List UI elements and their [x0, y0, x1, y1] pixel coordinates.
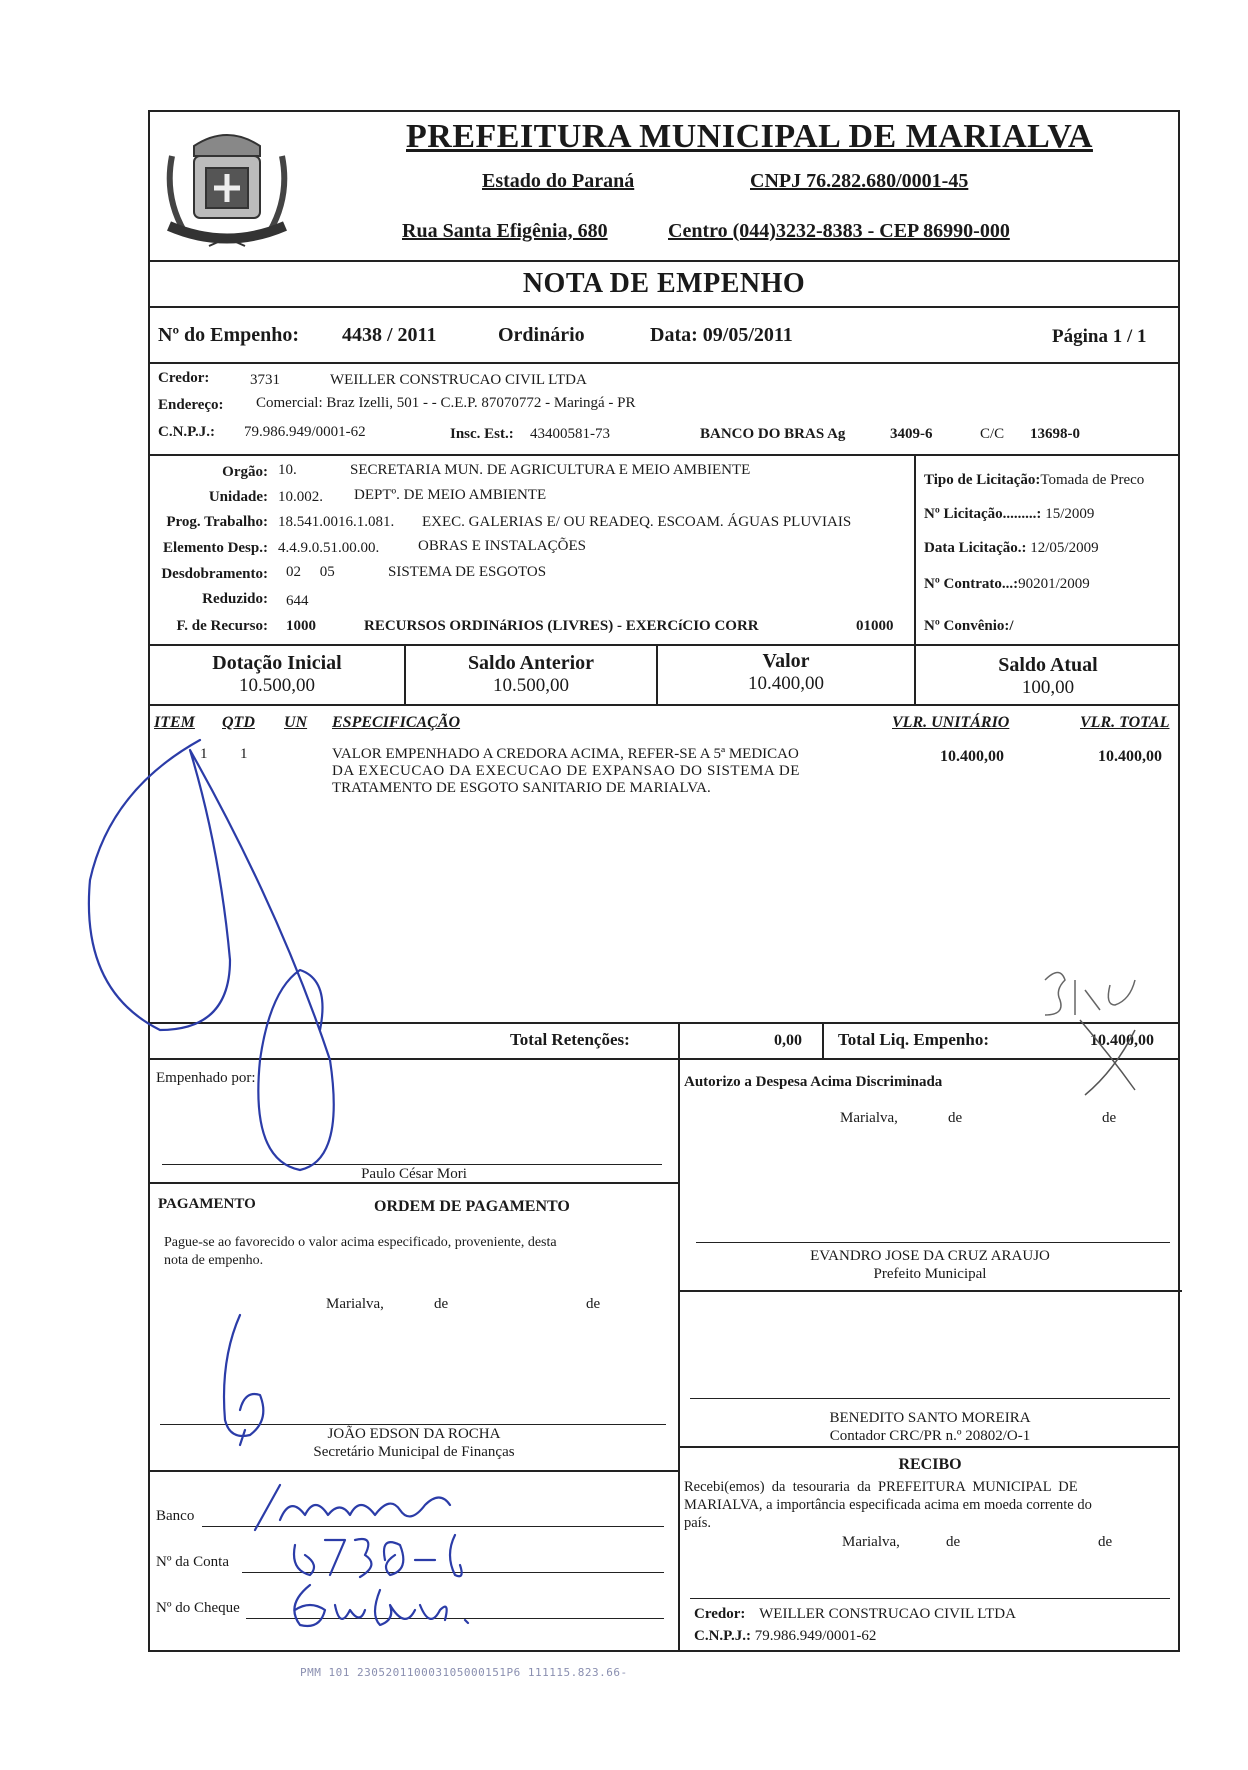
recibo-de-1: de [946, 1534, 961, 1550]
pagamento-text-line-2: nota de empenho. [164, 1253, 264, 1268]
numero-licitacao [924, 506, 1094, 523]
contrato-value: 90201/2009 [1018, 576, 1090, 592]
dotacao-cell [150, 652, 404, 697]
cc-number: 13698-0 [1030, 426, 1080, 442]
empenho-info-row [150, 308, 1178, 364]
autorizo-de-2: de [1102, 1110, 1117, 1126]
numero-contrato [924, 576, 1090, 593]
recibo-text-line-2: MARIALVA, a importância especificada acima em moeda corrente do [684, 1497, 1092, 1513]
saldo-anterior-label: Saldo Anterior [467, 652, 595, 674]
header [150, 112, 1178, 262]
dotacao-value: 10.500,00 [239, 675, 315, 696]
empenhado-section [150, 1060, 678, 1184]
data-licitacao [924, 540, 1099, 557]
recibo-text-line-3: país. [684, 1515, 711, 1531]
fonte-number: 01000 [856, 618, 894, 634]
state-name: Estado do Paraná [482, 170, 635, 192]
liquido-value: 10.400,00 [1090, 1032, 1154, 1049]
saldo-anterior-value: 10.500,00 [493, 675, 569, 696]
recibo-de-2: de [1098, 1534, 1113, 1550]
credor-insc: 43400581-73 [530, 426, 610, 442]
recibo-text-line-1: Recebi(emos) da tesouraria da PREFEITURA MUNICIPAL DE [684, 1479, 1078, 1495]
fonte-code: 1000 [286, 618, 316, 634]
item-unit-value: 10.400,00 [940, 748, 1004, 765]
pagamento-de-2: de [586, 1296, 601, 1312]
credor-address: Comercial: Braz Izelli, 501 - - C.E.P. 87070772 - Maringá - PR [256, 395, 636, 411]
banco-label: Banco [156, 1508, 195, 1524]
recibo-place: Marialva, [842, 1534, 900, 1550]
cnpj-label: C.N.P.J.: [158, 424, 215, 440]
credor-code: 3731 [250, 372, 280, 388]
values-row [150, 646, 1178, 706]
pagamento-de-1: de [434, 1296, 449, 1312]
col-un-header: UN [284, 714, 308, 731]
pagamento-place: Marialva, [326, 1296, 384, 1312]
desdobramento-desc: SISTEMA DE ESGOTOS [388, 564, 547, 580]
elemento-desc: OBRAS E INSTALAÇÕES [418, 538, 586, 554]
contact-info: Centro (044)3232-8383 - CEP 86990-000 [668, 220, 1010, 242]
credor-name: WEILLER CONSTRUCAO CIVIL LTDA [330, 372, 587, 388]
item-spec-line-1: VALOR EMPENHADO A CREDORA ACIMA, REFER-SE A 5ª MEDICAO [332, 746, 799, 762]
recibo-cnpj-value: 79.986.949/0001-62 [754, 1628, 877, 1644]
contador-section [680, 1402, 1180, 1452]
item-qtd: 1 [240, 746, 248, 762]
pagamento-text-line-1: Pague-se ao favorecido o valor acima especificado, proveniente, desta [164, 1235, 557, 1250]
desdobramento-code: 02 05 [286, 564, 335, 580]
prefeito-role: Prefeito Municipal [873, 1266, 987, 1282]
ordem-pagamento-title: ORDEM DE PAGAMENTO [374, 1198, 570, 1215]
footer-code: PMM 101 230520110003105000151P6 111115.823.66- [300, 1666, 628, 1679]
contador-role: Contador CRC/PR n.º 20802/O-1 [829, 1428, 1031, 1444]
prog-trabalho-desc: EXEC. GALERIAS E/ OU READEQ. ESCOAM. ÁGUAS PLUVIAIS [422, 514, 852, 530]
empenho-type: Ordinário [498, 324, 585, 346]
liquido-label: Total Liq. Empenho: [838, 1030, 989, 1049]
autorizo-de-1: de [948, 1110, 963, 1126]
numero-licitacao-label: Nº Licitação.........: [924, 506, 1042, 522]
empenho-date: Data: 09/05/2011 [650, 324, 793, 346]
document-title: NOTA DE EMPENHO [522, 268, 806, 299]
data-licitacao-value: 12/05/2009 [1026, 540, 1099, 556]
reduzido-label: Reduzido: [202, 591, 268, 607]
empenho-form [148, 110, 1180, 1652]
desdobramento-label: Desdobramento: [161, 566, 268, 582]
pagamento-text [164, 1234, 557, 1270]
unidade-code: 10.002. [278, 489, 323, 505]
secretario-role: Secretário Municipal de Finanças [313, 1444, 515, 1460]
tipo-licitacao-value: Tomada de Preco [1040, 472, 1145, 488]
recibo-cnpj [694, 1628, 876, 1645]
col-unit-header: VLR. UNITÁRIO [892, 714, 1010, 731]
retencoes-label: Total Retenções: [510, 1030, 630, 1049]
retencoes-value: 0,00 [774, 1032, 802, 1049]
bank-fields-section [150, 1472, 678, 1652]
secretario-name: JOÃO EDSON DA ROCHA [327, 1426, 501, 1442]
item-spec-line-2: DA EXECUCAO DA EXECUCAO DE EXPANSAO DO SISTEMA DE [332, 763, 801, 779]
prog-trabalho-label: Prog. Trabalho: [166, 514, 268, 530]
numero-convenio: Nº Convênio:/ [924, 618, 1014, 634]
empenho-number-label: Nº do Empenho: [158, 324, 300, 346]
recibo-credor-name: WEILLER CONSTRUCAO CIVIL LTDA [759, 1606, 1016, 1622]
bank-name: BANCO DO BRAS Ag [700, 426, 846, 442]
contrato-label: Nº Contrato...: [924, 576, 1019, 592]
coat-of-arms-icon [154, 116, 300, 256]
unidade-label: Unidade: [208, 489, 268, 505]
item-total-value: 10.400,00 [1098, 748, 1162, 765]
street-address: Rua Santa Efigênia, 680 [402, 220, 608, 242]
valor-label: Valor [762, 650, 810, 672]
autorizo-place: Marialva, [840, 1110, 898, 1126]
orgao-code: 10. [278, 462, 297, 478]
recibo-credor-label: Credor: [694, 1606, 746, 1622]
data-licitacao-label: Data Licitação.: [924, 540, 1027, 556]
contador-name: BENEDITO SANTO MOREIRA [829, 1410, 1031, 1426]
recibo-section [680, 1446, 1180, 1652]
fonte-desc: RECURSOS ORDINáRIOS (LIVRES) - EXERCíCIO CORR [364, 618, 759, 634]
recibo-title: RECIBO [898, 1456, 962, 1473]
insc-label: Insc. Est.: [450, 426, 514, 442]
bank-agency: 3409-6 [890, 426, 933, 442]
conta-label: Nº da Conta [156, 1554, 229, 1570]
pagamento-label: PAGAMENTO [158, 1196, 256, 1212]
col-total-header: VLR. TOTAL [1080, 714, 1170, 731]
cheque-label: Nº do Cheque [156, 1600, 240, 1616]
cnpj-header: CNPJ 76.282.680/0001-45 [750, 170, 969, 192]
numero-licitacao-value: 15/2009 [1041, 506, 1095, 522]
valor-value: 10.400,00 [748, 673, 824, 694]
reduzido-code: 644 [286, 593, 309, 609]
elemento-code: 4.4.9.0.51.00.00. [278, 540, 380, 556]
saldo-atual-cell [916, 654, 1180, 699]
item-spec [332, 746, 800, 797]
credor-section [150, 364, 1178, 456]
empenhado-label: Empenhado por: [156, 1070, 256, 1086]
prog-trabalho-code: 18.541.0016.1.081. [278, 514, 395, 530]
tipo-licitacao [924, 472, 1144, 489]
credor-cnpj: 79.986.949/0001-62 [244, 424, 366, 440]
saldo-atual-value: 100,00 [1021, 677, 1075, 698]
unidade-desc: DEPTº. DE MEIO AMBIENTE [354, 487, 547, 503]
empenho-number: 4438 / 2011 [342, 324, 437, 346]
address-label: Endereço: [158, 397, 224, 413]
autorizo-section [680, 1060, 1180, 1390]
autorizo-label: Autorizo a Despesa Acima Discriminada [684, 1074, 943, 1090]
prefeitura-title: PREFEITURA MUNICIPAL DE MARIALVA [406, 118, 1093, 155]
empenhado-signer: Paulo César Mori [361, 1166, 467, 1182]
doc-title-row [150, 262, 1178, 308]
recibo-credor [694, 1606, 1016, 1623]
credor-label: Credor: [158, 370, 210, 386]
col-qtd-header: QTD [222, 714, 255, 731]
col-item-header: ITEM [154, 714, 195, 731]
orgao-label: Orgão: [222, 464, 268, 480]
tipo-licitacao-label: Tipo de Licitação: [924, 472, 1041, 488]
classification-section [150, 456, 1178, 646]
recibo-text [684, 1478, 1092, 1532]
col-spec-header: ESPECIFICAÇÃO [332, 714, 461, 731]
pagamento-section [150, 1184, 678, 1472]
saldo-atual-label: Saldo Atual [998, 654, 1098, 676]
orgao-desc: SECRETARIA MUN. DE AGRICULTURA E MEIO AMBIENTE [350, 462, 751, 478]
elemento-label: Elemento Desp.: [163, 540, 268, 556]
fonte-label: F. de Recurso: [176, 618, 268, 634]
recibo-cnpj-label: C.N.P.J.: [694, 1628, 751, 1644]
prefeito-name: EVANDRO JOSE DA CRUZ ARAUJO [810, 1248, 1050, 1264]
valor-cell [658, 650, 914, 695]
dotacao-label: Dotação Inicial [212, 652, 342, 674]
item-spec-line-3: TRATAMENTO DE ESGOTO SANITARIO DE MARIALVA. [332, 780, 711, 796]
cc-label: C/C [980, 426, 1005, 442]
totals-row [150, 1024, 1178, 1060]
page-number: Página 1 / 1 [1052, 326, 1147, 347]
item-number: 1 [200, 746, 208, 762]
saldo-anterior-cell [406, 652, 656, 697]
items-section [150, 706, 1178, 1024]
